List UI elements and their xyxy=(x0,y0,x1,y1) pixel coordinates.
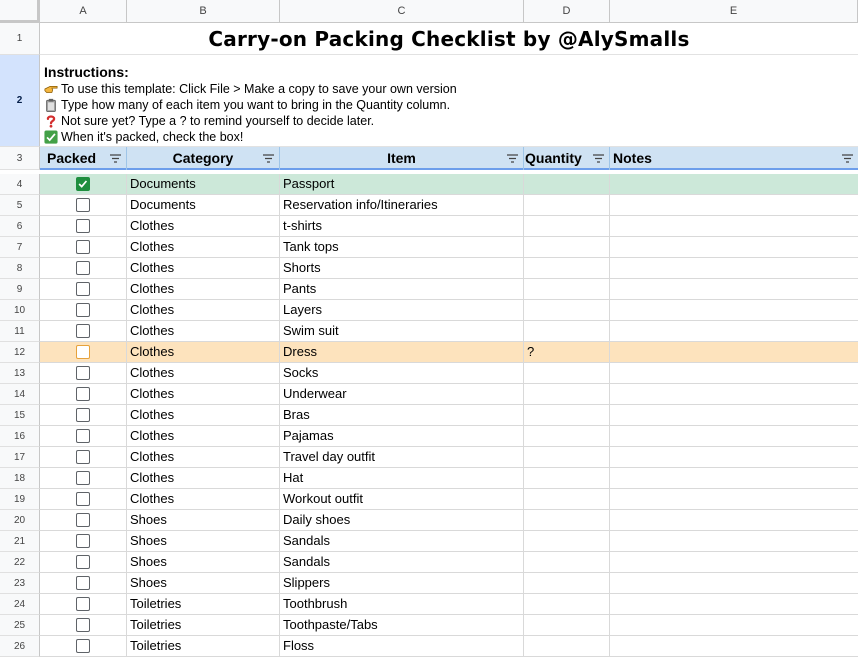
row-header[interactable]: 16 xyxy=(0,426,40,447)
category-cell[interactable]: Clothes xyxy=(127,342,280,363)
checkbox[interactable] xyxy=(76,471,90,485)
packed-cell[interactable] xyxy=(40,195,127,216)
packed-cell[interactable] xyxy=(40,531,127,552)
notes-cell[interactable] xyxy=(610,405,858,426)
checkbox[interactable] xyxy=(76,618,90,632)
quantity-cell[interactable] xyxy=(524,195,610,216)
quantity-cell[interactable] xyxy=(524,468,610,489)
column-header-d[interactable]: D xyxy=(524,0,610,23)
row-header[interactable]: 11 xyxy=(0,321,40,342)
column-header-e[interactable]: E xyxy=(610,0,858,23)
notes-cell[interactable] xyxy=(610,468,858,489)
quantity-cell[interactable]: ? xyxy=(524,342,610,363)
instruction-line xyxy=(44,97,858,113)
row-header[interactable]: 20 xyxy=(0,510,40,531)
category-cell[interactable]: Clothes xyxy=(127,489,280,510)
item-cell[interactable]: Layers xyxy=(280,300,524,321)
quantity-cell[interactable] xyxy=(524,552,610,573)
instructions-heading: Instructions: xyxy=(44,64,129,80)
quantity-cell[interactable] xyxy=(524,573,610,594)
item-cell[interactable]: Passport xyxy=(280,174,524,195)
category-cell[interactable]: Clothes xyxy=(127,216,280,237)
checkbox[interactable] xyxy=(76,345,90,359)
checkmark-icon xyxy=(77,178,89,190)
quantity-cell[interactable] xyxy=(524,405,610,426)
category-cell[interactable]: Toiletries xyxy=(127,615,280,636)
header-category-label: Category xyxy=(172,150,234,166)
category-cell[interactable]: Toiletries xyxy=(127,636,280,657)
checkbox[interactable] xyxy=(76,387,90,401)
quantity-cell[interactable] xyxy=(524,216,610,237)
item-cell[interactable]: Bras xyxy=(280,405,524,426)
row-header[interactable]: 21 xyxy=(0,531,40,552)
quantity-cell[interactable] xyxy=(524,531,610,552)
row-header[interactable]: 24 xyxy=(0,594,40,615)
notes-cell[interactable] xyxy=(610,573,858,594)
notes-cell[interactable] xyxy=(610,279,858,300)
row-header[interactable]: 10 xyxy=(0,300,40,321)
packed-cell[interactable] xyxy=(40,573,127,594)
category-cell[interactable]: Clothes xyxy=(127,279,280,300)
header-category[interactable] xyxy=(127,147,280,170)
row-header[interactable]: 22 xyxy=(0,552,40,573)
row-header-2[interactable]: 2 xyxy=(0,55,40,147)
row-header[interactable]: 12 xyxy=(0,342,40,363)
checkbox[interactable] xyxy=(76,597,90,611)
instruction-text: When it's packed, check the box! xyxy=(61,130,244,144)
item-cell[interactable]: Shorts xyxy=(280,258,524,279)
notes-cell[interactable] xyxy=(610,552,858,573)
row-header-1[interactable]: 1 xyxy=(0,23,40,55)
quantity-cell[interactable] xyxy=(524,384,610,405)
item-cell[interactable]: Pants xyxy=(280,279,524,300)
clipboard-icon xyxy=(44,98,58,112)
category-cell[interactable]: Clothes xyxy=(127,426,280,447)
instructions-cell[interactable] xyxy=(40,55,858,147)
category-cell[interactable]: Toiletries xyxy=(127,594,280,615)
checkbox[interactable] xyxy=(76,366,90,380)
item-cell[interactable]: Floss xyxy=(280,636,524,657)
notes-cell[interactable] xyxy=(610,195,858,216)
quantity-cell[interactable] xyxy=(524,510,610,531)
row-header[interactable]: 5 xyxy=(0,195,40,216)
select-all-corner[interactable] xyxy=(0,0,40,23)
notes-cell[interactable] xyxy=(610,300,858,321)
checkbox[interactable] xyxy=(76,282,90,296)
header-packed-label: Packed xyxy=(47,150,97,166)
quantity-cell[interactable] xyxy=(524,636,610,657)
category-cell[interactable]: Clothes xyxy=(127,384,280,405)
notes-cell[interactable] xyxy=(610,174,858,195)
row-header[interactable]: 26 xyxy=(0,636,40,657)
item-cell[interactable]: Toothpaste/Tabs xyxy=(280,615,524,636)
column-header-b[interactable]: B xyxy=(127,0,280,23)
column-header-a[interactable]: A xyxy=(40,0,127,23)
notes-cell[interactable] xyxy=(610,489,858,510)
quantity-cell[interactable] xyxy=(524,363,610,384)
quantity-cell[interactable] xyxy=(524,615,610,636)
header-quantity[interactable] xyxy=(524,147,610,170)
category-cell[interactable]: Shoes xyxy=(127,510,280,531)
packed-cell[interactable] xyxy=(40,321,127,342)
notes-cell[interactable] xyxy=(610,363,858,384)
item-cell[interactable]: Sandals xyxy=(280,531,524,552)
row-header[interactable]: 4 xyxy=(0,174,40,195)
quantity-cell[interactable] xyxy=(524,426,610,447)
checkbox[interactable] xyxy=(76,513,90,527)
header-packed[interactable] xyxy=(40,147,127,170)
row-header[interactable]: 14 xyxy=(0,384,40,405)
filter-icon[interactable] xyxy=(110,154,121,163)
row-header[interactable]: 9 xyxy=(0,279,40,300)
packed-cell[interactable] xyxy=(40,384,127,405)
item-cell[interactable]: Travel day outfit xyxy=(280,447,524,468)
quantity-cell[interactable] xyxy=(524,237,610,258)
checkbox[interactable] xyxy=(76,555,90,569)
packed-cell[interactable] xyxy=(40,363,127,384)
filter-icon[interactable] xyxy=(263,154,274,163)
category-cell[interactable]: Shoes xyxy=(127,573,280,594)
quantity-cell[interactable] xyxy=(524,174,610,195)
checkbox[interactable] xyxy=(76,534,90,548)
quantity-cell[interactable] xyxy=(524,279,610,300)
quantity-cell[interactable] xyxy=(524,489,610,510)
checkbox[interactable] xyxy=(76,492,90,506)
notes-cell[interactable] xyxy=(610,216,858,237)
instruction-line xyxy=(44,113,858,129)
filter-icon[interactable] xyxy=(842,154,853,163)
checkbox[interactable] xyxy=(76,639,90,653)
item-cell[interactable]: Workout outfit xyxy=(280,489,524,510)
row-header[interactable]: 15 xyxy=(0,405,40,426)
header-notes[interactable] xyxy=(610,147,858,170)
notes-cell[interactable] xyxy=(610,237,858,258)
packed-cell[interactable] xyxy=(40,174,127,195)
notes-cell[interactable] xyxy=(610,531,858,552)
packed-cell[interactable] xyxy=(40,594,127,615)
checkbox[interactable] xyxy=(76,261,90,275)
item-cell[interactable]: Pajamas xyxy=(280,426,524,447)
quantity-cell[interactable] xyxy=(524,447,610,468)
row-header[interactable]: 17 xyxy=(0,447,40,468)
row-header[interactable]: 23 xyxy=(0,573,40,594)
notes-cell[interactable] xyxy=(610,342,858,363)
packed-cell[interactable] xyxy=(40,468,127,489)
item-cell[interactable]: Underwear xyxy=(280,384,524,405)
checkbox[interactable] xyxy=(76,576,90,590)
header-notes-label: Notes xyxy=(613,150,652,166)
packed-cell[interactable] xyxy=(40,510,127,531)
category-cell[interactable]: Clothes xyxy=(127,258,280,279)
row-header[interactable]: 18 xyxy=(0,468,40,489)
packed-cell[interactable] xyxy=(40,342,127,363)
row-header[interactable]: 19 xyxy=(0,489,40,510)
category-cell[interactable]: Shoes xyxy=(127,552,280,573)
quantity-cell[interactable] xyxy=(524,258,610,279)
checkbox[interactable] xyxy=(76,303,90,317)
sheet-title[interactable]: Carry-on Packing Checklist by @AlySmalls xyxy=(40,23,858,55)
packed-cell[interactable] xyxy=(40,552,127,573)
row-header[interactable]: 6 xyxy=(0,216,40,237)
item-cell[interactable]: Swim suit xyxy=(280,321,524,342)
item-cell[interactable]: Reservation info/Itineraries xyxy=(280,195,524,216)
item-cell[interactable]: Daily shoes xyxy=(280,510,524,531)
notes-cell[interactable] xyxy=(610,258,858,279)
quantity-cell[interactable] xyxy=(524,321,610,342)
category-cell[interactable]: Clothes xyxy=(127,237,280,258)
checkbox[interactable] xyxy=(76,450,90,464)
checkbox[interactable] xyxy=(76,240,90,254)
checkbox-checked[interactable] xyxy=(76,177,90,191)
item-cell[interactable]: t-shirts xyxy=(280,216,524,237)
instruction-text: To use this template: Click File > Make a copy to save your own version xyxy=(61,82,457,96)
notes-cell[interactable] xyxy=(610,615,858,636)
notes-cell[interactable] xyxy=(610,594,858,615)
checkbox[interactable] xyxy=(76,429,90,443)
row-header[interactable]: 13 xyxy=(0,363,40,384)
quantity-cell[interactable] xyxy=(524,300,610,321)
packed-cell[interactable] xyxy=(40,300,127,321)
item-cell[interactable]: Slippers xyxy=(280,573,524,594)
row-header-3[interactable]: 3 xyxy=(0,147,40,170)
row-header[interactable]: 25 xyxy=(0,615,40,636)
notes-cell[interactable] xyxy=(610,447,858,468)
notes-cell[interactable] xyxy=(610,636,858,657)
category-cell[interactable]: Documents xyxy=(127,174,280,195)
header-item-label: Item xyxy=(387,150,416,166)
item-cell[interactable]: Sandals xyxy=(280,552,524,573)
item-cell[interactable]: Toothbrush xyxy=(280,594,524,615)
instruction-text: Type how many of each item you want to bring in the Quantity column. xyxy=(61,98,451,112)
category-cell[interactable]: Shoes xyxy=(127,531,280,552)
notes-cell[interactable] xyxy=(610,426,858,447)
notes-cell[interactable] xyxy=(610,321,858,342)
header-item[interactable] xyxy=(280,147,524,170)
item-cell[interactable]: Dress xyxy=(280,342,524,363)
category-cell[interactable]: Clothes xyxy=(127,363,280,384)
category-cell[interactable]: Clothes xyxy=(127,447,280,468)
packed-cell[interactable] xyxy=(40,405,127,426)
header-quantity-label: Quantity xyxy=(525,150,582,166)
packed-cell[interactable] xyxy=(40,426,127,447)
checkbox[interactable] xyxy=(76,219,90,233)
packed-cell[interactable] xyxy=(40,258,127,279)
filter-icon[interactable] xyxy=(593,154,604,163)
question-mark-icon xyxy=(44,114,58,128)
checkbox[interactable] xyxy=(76,324,90,338)
category-cell[interactable]: Clothes xyxy=(127,321,280,342)
instruction-text: Not sure yet? Type a ? to remind yourself to decide later. xyxy=(61,114,375,128)
category-cell[interactable]: Clothes xyxy=(127,300,280,321)
category-cell[interactable]: Clothes xyxy=(127,468,280,489)
category-cell[interactable]: Documents xyxy=(127,195,280,216)
checkbox[interactable] xyxy=(76,198,90,212)
packed-cell[interactable] xyxy=(40,216,127,237)
item-cell[interactable]: Tank tops xyxy=(280,237,524,258)
quantity-cell[interactable] xyxy=(524,594,610,615)
instruction-line xyxy=(44,81,858,97)
packed-cell[interactable] xyxy=(40,636,127,657)
filter-icon[interactable] xyxy=(507,154,518,163)
checkbox[interactable] xyxy=(76,408,90,422)
packed-cell[interactable] xyxy=(40,279,127,300)
category-cell[interactable]: Clothes xyxy=(127,405,280,426)
pointing-hand-icon xyxy=(44,82,58,96)
packed-cell[interactable] xyxy=(40,615,127,636)
item-cell[interactable]: Socks xyxy=(280,363,524,384)
row-header[interactable]: 7 xyxy=(0,237,40,258)
packed-cell[interactable] xyxy=(40,447,127,468)
item-cell[interactable]: Hat xyxy=(280,468,524,489)
notes-cell[interactable] xyxy=(610,384,858,405)
check-box-icon xyxy=(44,130,58,144)
instruction-line xyxy=(44,129,858,145)
packed-cell[interactable] xyxy=(40,489,127,510)
row-header[interactable]: 8 xyxy=(0,258,40,279)
notes-cell[interactable] xyxy=(610,510,858,531)
packed-cell[interactable] xyxy=(40,237,127,258)
column-header-c[interactable]: C xyxy=(280,0,524,23)
